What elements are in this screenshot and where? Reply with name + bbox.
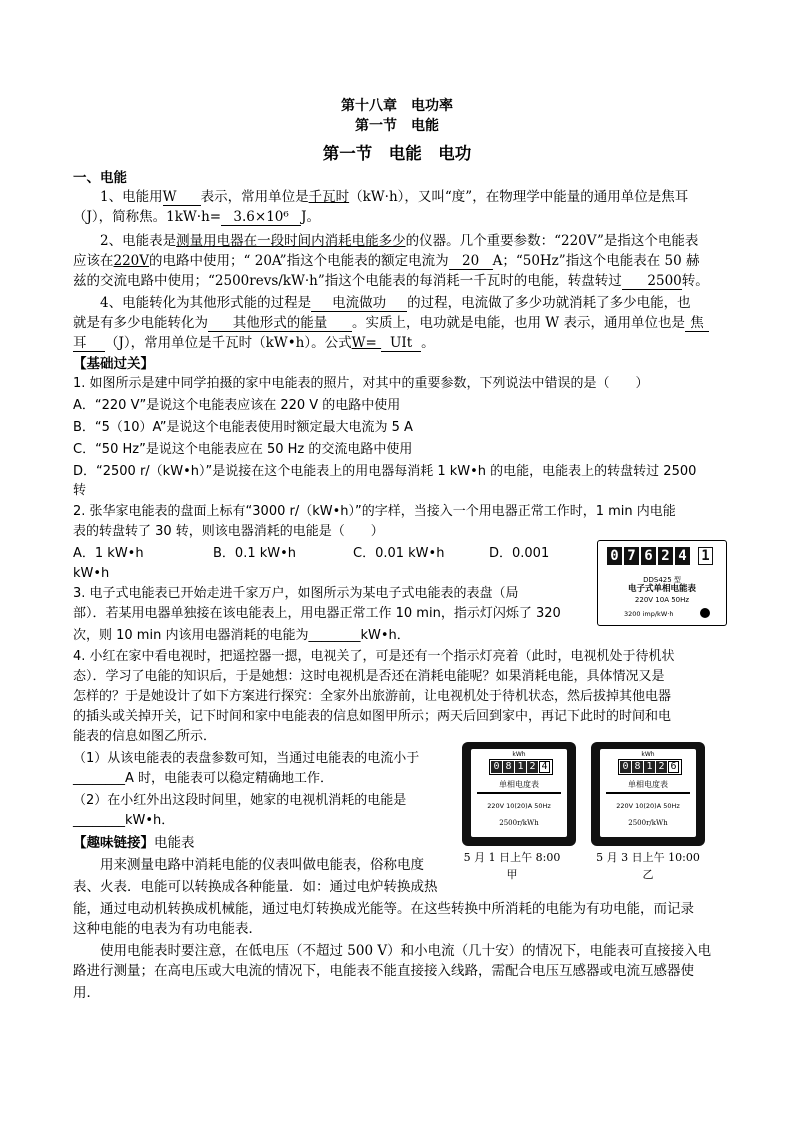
meter-decimal-digit: 4 <box>539 761 550 773</box>
meter-model: DDS425 型 <box>643 576 681 584</box>
meter-a-unit: kWh <box>512 751 526 758</box>
q1-option-c: C．“50 Hz”是说这个电能表应在 50 Hz 的交流电路中使用 <box>73 442 413 457</box>
sec1-heading: 一、电能 <box>73 170 127 186</box>
q2-stem: 2. 张华家电能表的盘面上标有“3000 r/（kW•h）”的字样，当接入一个用电器正常工作时，1 min 内电能 <box>73 504 676 519</box>
sec1-p2: 2、电能表是测量用电器在一段时间内消耗电能多少的仪器。几个重要参数：“220V”是指这个电能表 <box>100 233 699 249</box>
meter-digit: 8 <box>503 761 514 773</box>
q2-option-a: A．1 kW•h <box>73 546 144 561</box>
meter-digit: 0 <box>620 761 631 773</box>
meter-digit: 2 <box>658 547 673 565</box>
meter-b-rev: 2500r/kWh <box>628 819 668 827</box>
q2-option-d: D．0.001 <box>489 546 550 561</box>
sec1-p1b: （J），简称焦。1kW·h=3.6×10⁶J。 <box>73 209 321 225</box>
meter-name: 电子式单相电能表 <box>627 584 696 594</box>
q4-stem: 4. 小红在家中看电视时，把遥控器一摁，电视关了，可是还有一个指示灯亮着（此时，电视机处于待机状 <box>73 649 675 664</box>
q4-stem-3: 怎样的？于是她设计了如下方案进行探究：全家外出旅游前，让电视机处于待机状态，然后拔掉其他电器 <box>73 689 672 704</box>
q4-stem-4: 的插头或关掉开关，记下时间和家中电能表的信息如图甲所示；两天后回到家中，再记下此时的时间和电 <box>73 709 672 724</box>
q1-option-b: B．“5（10）A”是说这个电能表使用时额定最大电流为 5 A <box>73 420 413 435</box>
fun-p2: 使用电能表时要注意，在低电压（不超过 500 V）和小电流（几十安）的情况下，电能表可直接接入电 <box>100 943 712 959</box>
meter-decimal-digit: 6 <box>668 761 679 773</box>
indicator-light-icon <box>700 608 710 618</box>
sec1-p2b: 应该在220V的电路中使用；“ 20A”指这个电能表的额定电流为20A；“50Hz”指这个电能表在 50 赫 <box>73 253 700 269</box>
q4-sub1: （1）从该电能表的表盘参数可知，当通过电能表的电流小于 <box>73 751 420 766</box>
meter-b-name: 单相电度表 <box>628 780 668 789</box>
meter-a-disk <box>477 792 561 794</box>
sec1-p3c: 耳 （J），常用单位是千瓦时（kW•h）。公式W= UIt 。 <box>73 335 435 351</box>
meter-a-figure <box>462 742 576 846</box>
meter-a-spec: 220V 10(20)A 50Hz <box>487 802 551 810</box>
q4-sub1-cont: ________A 时，电能表可以稳定精确地工作． <box>73 771 334 786</box>
q3-stem: 3. 电子式电能表已开始走进千家万户，如图所示为某电子式电能表的表盘（局 <box>73 586 519 601</box>
q4-sub2-cont: ________kW•h． <box>73 813 175 828</box>
meter-b-unit: kWh <box>641 751 655 758</box>
meter-b-caption: 5 月 3 日上午 10:00 <box>596 851 700 864</box>
q4-stem-5: 能表的信息如图乙所示． <box>73 729 217 744</box>
q1-option-d-cont: 转 <box>73 483 87 498</box>
fun-heading: 【趣味链接】 <box>73 835 154 851</box>
q2-option-d-cont: kW•h <box>73 566 110 581</box>
meter-digit: 4 <box>675 547 690 565</box>
main-title: 第一节 电能 电功 <box>322 144 472 163</box>
q1-option-a: A．“220 V”是说这个电能表应该在 220 V 的电路中使用 <box>73 398 401 413</box>
meter-digit: 7 <box>624 547 639 565</box>
meter-decimal-digit: 1 <box>698 547 713 565</box>
meter-digit: 8 <box>632 761 643 773</box>
meter-digit: 2 <box>656 761 667 773</box>
chapter-title: 第十八章 电功率 <box>341 98 453 114</box>
fun-p1c: 能，通过电动机转换成机械能，通过电灯转换成光能等。在这些转换中所消耗的电能为有功电能，而记录 <box>73 901 694 917</box>
q4-sub2: （2）在小红外出这段时间里，她家的电视机消耗的电能是 <box>73 793 407 808</box>
meter-imp: 3200 imp/kW·h <box>624 610 674 618</box>
sec1-p3: 4、电能转化为其他形式能的过程是 电流做功 的过程，电流做了多少功就消耗了多少电能，也 <box>100 295 691 311</box>
meter-b-label: 乙 <box>642 868 654 881</box>
q4-stem-2: 态）．学习了电能的知识后，于是她想：这时电视机是否还在消耗电能呢？如果消耗电能，具体情况又是 <box>73 669 665 684</box>
fun-p1d: 这种电能的电表为有功电能表． <box>73 921 262 937</box>
meter-b-figure <box>591 742 705 846</box>
meter-digit: 2 <box>527 761 538 773</box>
meter-digit: 0 <box>607 547 622 565</box>
fun-p1b: 表、火表．电能可以转换成各种能量．如：通过电炉转换成热 <box>73 879 438 895</box>
meter-b-disk <box>606 792 690 794</box>
meter-spec: 220V 10A 50Hz <box>634 596 690 604</box>
meter-digit: 1 <box>644 761 655 773</box>
electronic-meter-figure <box>597 540 727 626</box>
fun-title: 电能表 <box>154 835 195 851</box>
fun-p2b: 路进行测量；在高电压或大电流的情况下，电能表不能直接接入线路，需配合电压互感器或电流互感器使 <box>73 963 694 979</box>
sec1-p3b: 就是有多少电能转化为 其他形式的能量 。实质上，电功就是电能，也用 W 表示，通用单位也是 焦 <box>73 314 725 332</box>
basic-heading: 【基础过关】 <box>73 356 154 372</box>
fun-p2c: 用． <box>73 985 100 1001</box>
meter-a-digits <box>489 759 553 775</box>
meter-a-caption: 5 月 1 日上午 8:00 <box>463 851 561 864</box>
meter-digit: 0 <box>491 761 502 773</box>
q3-stem-cont: 部）．若某用电器单独接在该电能表上，用电器正常工作 10 min，指示灯闪烁了 320 <box>73 606 561 621</box>
sec1-p1: 1、电能用W表示，常用单位是千瓦时（kW·h），又叫“度”，在物理学中能量的通用单位是焦耳 <box>100 189 689 205</box>
sec1-p2c: 兹的交流电路中使用；“2500revs/kW·h”指这个电能表的每消耗一千瓦时的电能，转盘转过2500转。 <box>73 273 709 289</box>
meter-digit-display <box>607 547 713 565</box>
fun-p1: 用来测量电路中消耗电能的仪表叫做电能表，俗称电度 <box>100 857 424 873</box>
meter-b-digits <box>618 759 682 775</box>
meter-a-label: 甲 <box>506 868 518 881</box>
meter-digit: 6 <box>641 547 656 565</box>
q1-option-d: D．“2500 r/（kW•h）”是说接在这个电能表上的用电器每消耗 1 kW•h 的电能，电能表上的转盘转过 2500 <box>73 464 697 479</box>
section-title: 第一节 电能 <box>355 118 439 134</box>
meter-b-spec: 220V 10(20)A 50Hz <box>616 802 680 810</box>
q1-stem: 1. 如图所示是建中同学拍摄的家中电能表的照片，对其中的重要参数，下列说法中错误的是（ ） <box>73 376 649 391</box>
meter-a-rev: 2500r/kWh <box>499 819 539 827</box>
q2-option-b: B．0.1 kW•h <box>213 546 297 561</box>
q2-option-c: C．0.01 kW•h <box>353 546 445 561</box>
meter-digit: 1 <box>515 761 526 773</box>
q3-stem-end: 次，则 10 min 内该用电器消耗的电能为________kW•h． <box>73 628 410 643</box>
meter-a-name: 单相电度表 <box>499 780 539 789</box>
q2-stem-cont: 表的转盘转了 30 转，则该电器消耗的电能是（ ） <box>73 524 384 539</box>
